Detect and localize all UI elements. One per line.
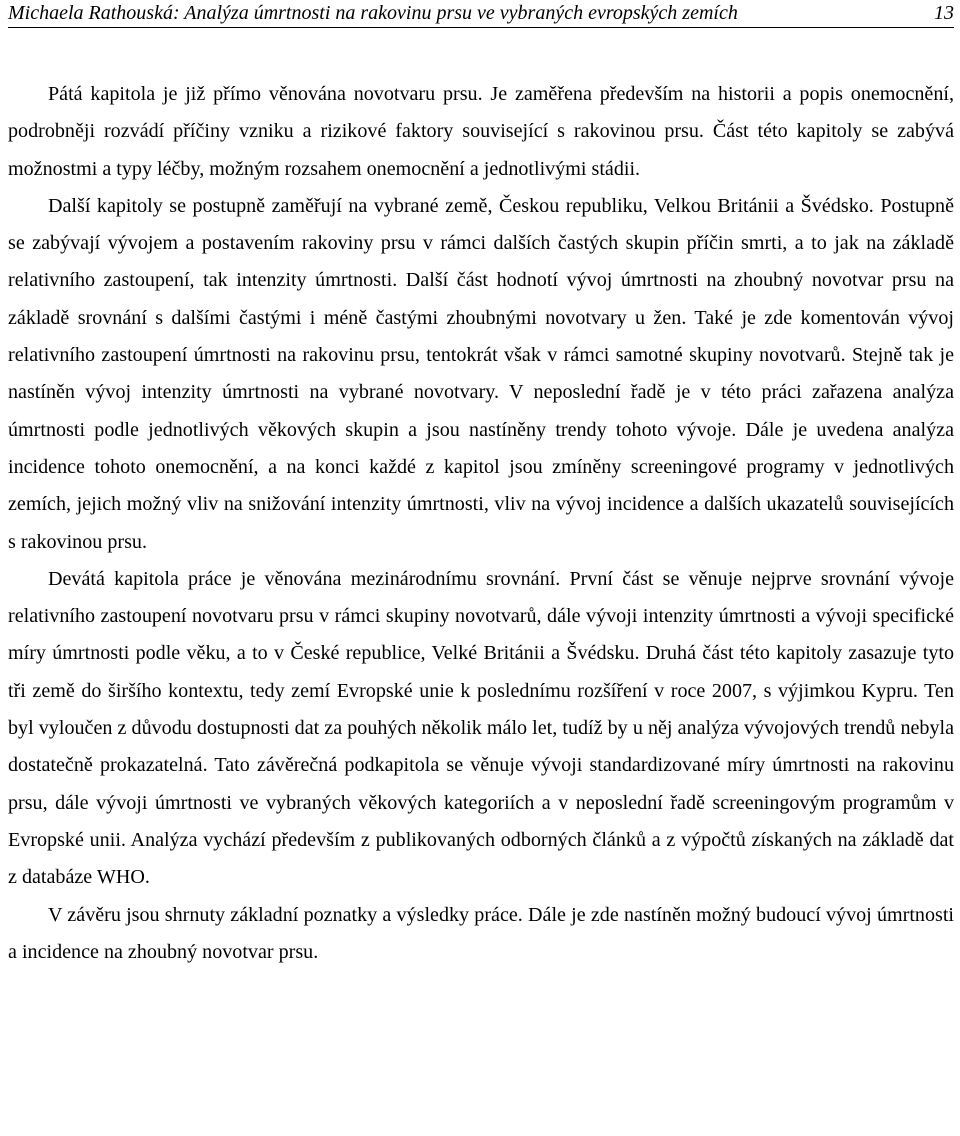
document-page: [8, 0, 954, 971]
body-text: [8, 76, 954, 971]
paragraph: V závěru jsou shrnuty základní poznatky a výsledky práce. Dále je zde nastíněn možný budoucí vývoj úmrtnosti a incidence na zhoubný novotvar prsu.: [8, 903, 954, 963]
page-number: 13: [934, 2, 954, 24]
paragraph: Devátá kapitola práce je věnována mezinárodnímu srovnání. První část se věnuje nejprve srovnání vývoje relativního zastoupení novotvaru prsu v rámci skupiny novotvarů, dále vývoji intenzity úmrtnosti a vývoji specifické míry úmrtnosti podle věku, a to v České republice, Velké Británii a Švédsku. Druhá část této kapitoly zasazuje tyto tři země do širšího kontextu, tedy zemí Evropské unie k poslednímu rozšíření v roce 2007, s výjimkou Kypru. Ten byl vyloučen z důvodu dostupnosti dat za pouhých několik málo let, tudíž by u něj analýza vývojových trendů nebyla dostatečně prokazatelná. Tato závěrečná podkapitola se věnuje vývoji standardizované míry úmrtnosti na rakovinu prsu, dále vývoji úmrtnosti ve vybraných věkových kategoriích a v neposlední řadě screeningovým programům v Evropské unii. Analýza vychází především z publikovaných odborných článků a z výpočtů získaných na základě dat z databáze WHO.: [8, 567, 954, 889]
paragraph: Další kapitoly se postupně zaměřují na vybrané země, Českou republiku, Velkou Británii a Švédsko. Postupně se zabývají vývojem a postavením rakoviny prsu v rámci dalších častých skupin příčin smrti, a to jak na základě relativního zastoupení, tak intenzity úmrtnosti. Další část hodnotí vývoj úmrtnosti na zhoubný novotvar prsu na základě srovnání s dalšími častými i méně častými zhoubnými novotvary u žen. Také je zde komentován vývoj relativního zastoupení úmrtnosti na rakovinu prsu, tentokrát však v rámci samotné skupiny novotvarů. Stejně tak je nastíněn vývoj intenzity úmrtnosti na vybrané novotvary. V neposlední řadě je v této práci zařazena analýza úmrtnosti podle jednotlivých věkových skupin a jsou nastíněny trendy tohoto vývoje. Dále je uvedena analýza incidence tohoto onemocnění, a na konci každé z kapitol jsou zmíněny screeningové programy v jednotlivých zemích, jejich možný vliv na snižování intenzity úmrtnosti, vliv na vývoj incidence a dalších ukazatelů souvisejících s rakovinou prsu.: [8, 194, 954, 553]
paragraph: Pátá kapitola je již přímo věnována novotvaru prsu. Je zaměřena především na historii a popis onemocnění, podrobněji rozvádí příčiny vzniku a rizikové faktory související s rakovinou prsu. Část této kapitoly se zabývá možnostmi a typy léčby, možným rozsahem onemocnění a jednotlivými stádii.: [8, 83, 954, 180]
running-header: [8, 0, 954, 28]
header-title: Michaela Rathouská: Analýza úmrtnosti na rakovinu prsu ve vybraných evropských zemích: [8, 2, 738, 24]
